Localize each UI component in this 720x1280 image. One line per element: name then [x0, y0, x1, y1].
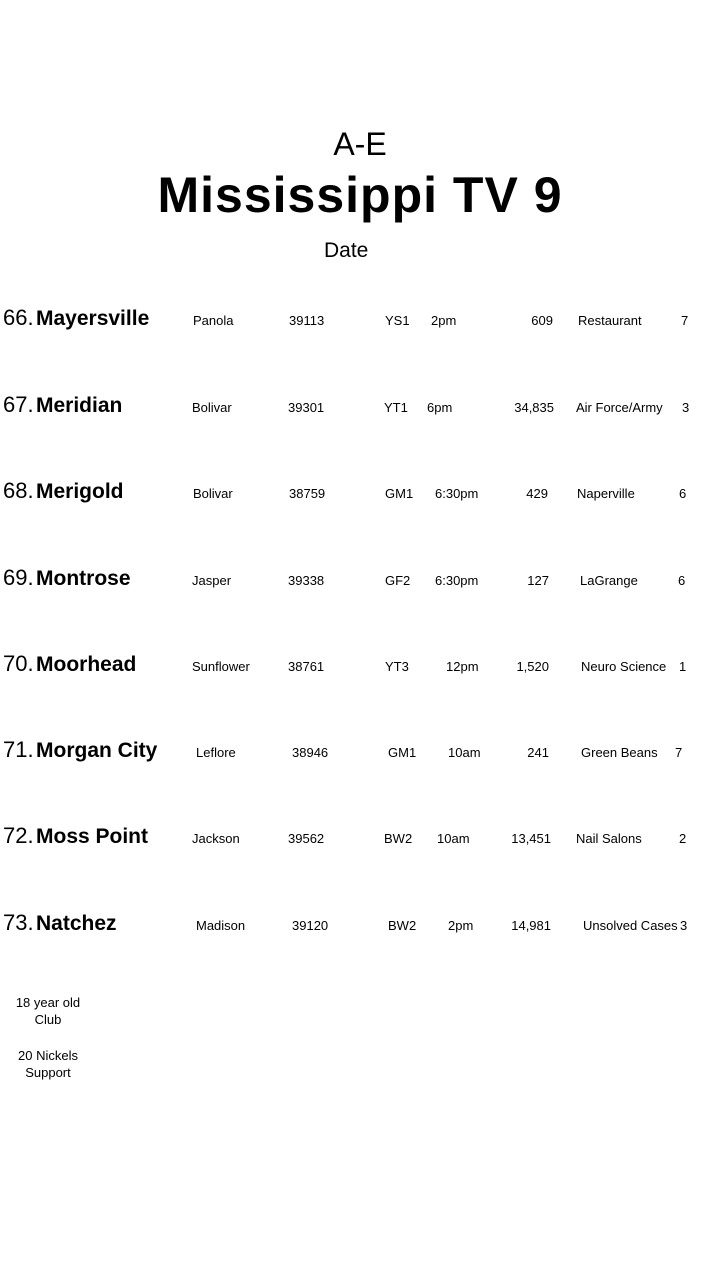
code: GM1: [388, 745, 417, 760]
town-name: Mayersville: [36, 307, 150, 330]
rank: 2: [679, 831, 687, 846]
topic: Neuro Science: [581, 659, 667, 674]
rank: 3: [680, 918, 688, 933]
town-name: Merigold: [36, 480, 124, 503]
topic: Unsolved Cases: [583, 918, 678, 933]
row-number: 66.: [3, 305, 34, 330]
population: 34,835: [514, 400, 554, 415]
table-row: [0, 910, 720, 950]
rank: 6: [678, 573, 686, 588]
zip-code: 39113: [289, 313, 325, 328]
row-number: 67.: [3, 392, 34, 417]
time: 12pm: [446, 659, 479, 674]
population: 1,520: [516, 659, 549, 674]
town-name: Montrose: [36, 567, 131, 590]
code: YT3: [385, 659, 409, 674]
zip-code: 39301: [288, 400, 325, 415]
note: [0, 994, 96, 1028]
page-title: Mississippi TV 9: [157, 167, 563, 223]
code: GF2: [385, 573, 411, 588]
table-row: [0, 823, 720, 863]
code: YT1: [384, 400, 408, 415]
population: 13,451: [511, 831, 551, 846]
county: Bolivar: [193, 486, 233, 501]
county: Panola: [193, 313, 234, 328]
county: Jasper: [192, 573, 232, 588]
table-row: [0, 478, 720, 518]
rank: 7: [681, 313, 689, 328]
town-name: Moss Point: [36, 825, 149, 848]
date-label: Date: [324, 239, 369, 262]
population: 609: [531, 313, 553, 328]
table-row: [0, 392, 720, 432]
population: 14,981: [511, 918, 551, 933]
time: 6pm: [427, 400, 453, 415]
rank: 3: [682, 400, 690, 415]
topic: Restaurant: [578, 313, 642, 328]
row-number: 69.: [3, 565, 34, 590]
time: 10am: [448, 745, 481, 760]
row-number: 72.: [3, 823, 34, 848]
topic: Nail Salons: [576, 831, 642, 846]
population: 241: [527, 745, 549, 760]
county: Madison: [196, 918, 246, 933]
time: 2pm: [431, 313, 457, 328]
town-name: Moorhead: [36, 653, 137, 676]
population: 127: [527, 573, 549, 588]
time: 6:30pm: [435, 486, 479, 501]
rank: 1: [679, 659, 687, 674]
code: YS1: [385, 313, 410, 328]
code: GM1: [385, 486, 414, 501]
note-line: Club: [34, 1012, 62, 1027]
topic: Air Force/Army: [576, 400, 663, 415]
code: BW2: [388, 918, 417, 933]
table-row: [0, 305, 720, 345]
town-name: Meridian: [36, 394, 123, 417]
row-number: 68.: [3, 478, 34, 503]
topic: LaGrange: [580, 573, 638, 588]
topic: Green Beans: [581, 745, 658, 760]
topic: Naperville: [577, 486, 635, 501]
zip-code: 39562: [288, 831, 325, 846]
note-line: 18 year old: [15, 995, 81, 1010]
county: Jackson: [192, 831, 240, 846]
county: Sunflower: [192, 659, 250, 674]
county: Bolivar: [192, 400, 232, 415]
zip-code: 38761: [288, 659, 325, 674]
row-number: 73.: [3, 910, 34, 935]
row-number: 71.: [3, 737, 34, 762]
row-number: 70.: [3, 651, 34, 676]
zip-code: 39338: [288, 573, 325, 588]
table-row: [0, 651, 720, 691]
table-row: [0, 737, 720, 777]
table-row: [0, 565, 720, 605]
town-name: Natchez: [36, 912, 117, 935]
county: Leflore: [196, 745, 236, 760]
zip-code: 39120: [292, 918, 329, 933]
time: 2pm: [448, 918, 474, 933]
note-line: Support: [25, 1065, 71, 1080]
zip-code: 38946: [292, 745, 329, 760]
town-name: Morgan City: [36, 739, 158, 762]
note-line: 20 Nickels: [18, 1048, 78, 1063]
population: 429: [526, 486, 548, 501]
rank: 6: [679, 486, 687, 501]
time: 10am: [437, 831, 470, 846]
time: 6:30pm: [435, 573, 479, 588]
note: [0, 1047, 96, 1081]
page-subtitle: A-E: [333, 126, 387, 162]
zip-code: 38759: [289, 486, 326, 501]
rank: 7: [675, 745, 683, 760]
code: BW2: [384, 831, 413, 846]
